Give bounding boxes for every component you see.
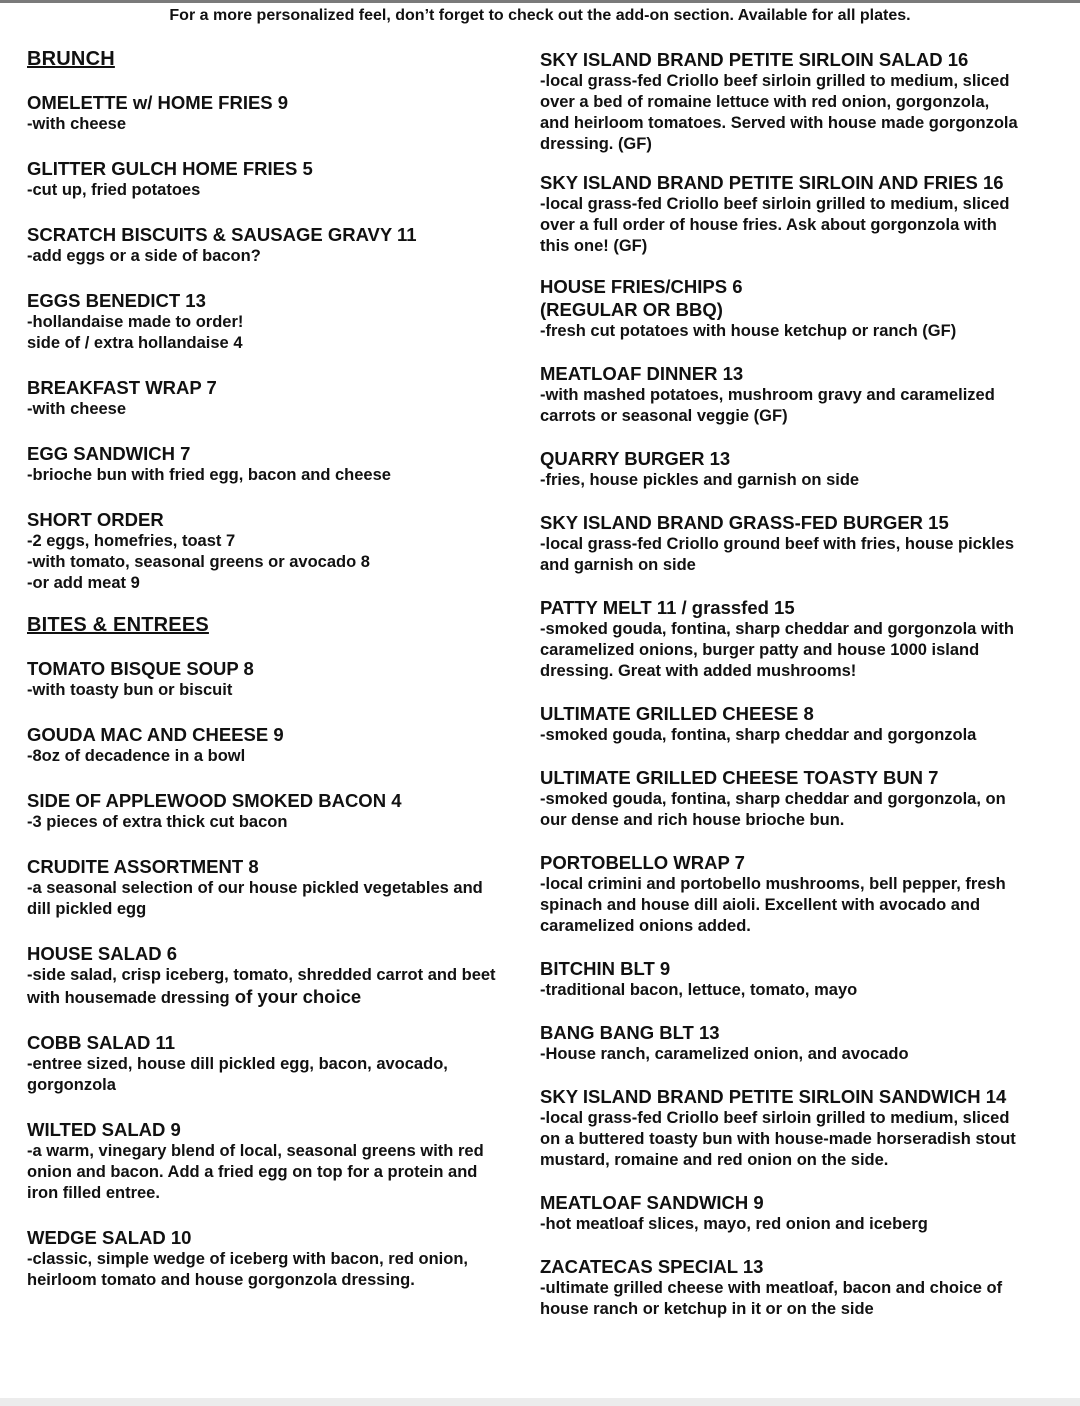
item-description: caramelized onions, burger patty and house 1000 island: [540, 641, 980, 659]
item-description: -local crimini and portobello mushrooms, bell pepper, fresh: [540, 875, 1006, 893]
item-description: -local grass-fed Criollo beef sirloin grilled to medium, sliced: [540, 1109, 1010, 1127]
item-title: PORTOBELLO WRAP 7: [540, 852, 745, 873]
item-description: -entree sized, house dill pickled egg, bacon, avocado,: [27, 1055, 448, 1073]
item-title: MEATLOAF DINNER 13: [540, 363, 744, 384]
item-title: TOMATO BISQUE SOUP 8: [27, 658, 254, 679]
item-title: WEDGE SALAD 10: [27, 1227, 192, 1248]
item-description: -fries, house pickles and garnish on side: [540, 471, 860, 489]
item-description: -hollandaise made to order!: [27, 313, 244, 331]
item-title: WILTED SALAD 9: [27, 1119, 181, 1140]
item-description: over a bed of romaine lettuce with red onion, gorgonzola,: [540, 93, 990, 111]
item-description: house ranch or ketchup in it or on the side: [540, 1300, 874, 1318]
item-title: SIDE OF APPLEWOOD SMOKED BACON 4: [27, 790, 402, 811]
menu-item-grilled-cheese: [540, 702, 1065, 746]
item-description: -8oz of decadence in a bowl: [27, 747, 246, 765]
item-description: carrots or seasonal veggie (GF): [540, 407, 788, 425]
item-description: -with tomato, seasonal greens or avocado 8: [27, 553, 370, 571]
item-description: [27, 986, 532, 1009]
item-description: spinach and house dill aioli. Excellent with avocado and: [540, 896, 981, 914]
item-description: onion and bacon. Add a fried egg on top for a protein and: [27, 1163, 478, 1181]
item-title: OMELETTE w/ HOME FRIES 9: [27, 92, 289, 113]
item-description: dressing. (GF): [540, 135, 652, 153]
item-description: -add eggs or a side of bacon?: [27, 247, 261, 265]
item-description: -local grass-fed Criollo beef sirloin grilled to medium, sliced: [540, 195, 1010, 213]
item-title: MEATLOAF SANDWICH 9: [540, 1192, 764, 1213]
left-column: [27, 46, 532, 1291]
item-title: EGG SANDWICH 7: [27, 443, 191, 464]
item-title: EGGS BENEDICT 13: [27, 290, 206, 311]
addon-banner: For a more personalized feel, don’t forget to check out the add-on section. Available for all plates.: [169, 7, 911, 24]
menu-item-side-bacon: [27, 789, 532, 833]
item-title: COBB SALAD 11: [27, 1032, 176, 1053]
item-description: iron filled entree.: [27, 1184, 160, 1202]
menu-item-crudite: [27, 855, 532, 920]
item-description-part: of your choice: [229, 986, 362, 1007]
item-title: SCRATCH BISCUITS & SAUSAGE GRAVY 11: [27, 224, 417, 245]
item-description: -local grass-fed Criollo ground beef with fries, house pickles: [540, 535, 1015, 553]
item-description: -local grass-fed Criollo beef sirloin grilled to medium, sliced: [540, 72, 1010, 90]
menu-item-house-salad: [27, 942, 532, 1009]
menu-item-cobb-salad: [27, 1031, 532, 1096]
menu-item-wilted-salad: [27, 1118, 532, 1204]
item-description: -3 pieces of extra thick cut bacon: [27, 813, 288, 831]
menu-item-sirloin-salad: [540, 48, 1065, 155]
item-description: -ultimate grilled cheese with meatloaf, bacon and choice of: [540, 1279, 1003, 1297]
item-description: -traditional bacon, lettuce, tomato, mayo: [540, 981, 858, 999]
item-description: -a seasonal selection of our house pickled vegetables and: [27, 879, 483, 897]
menu-item-omelette: [27, 91, 532, 135]
item-description: -with toasty bun or biscuit: [27, 681, 233, 699]
item-description: -with mashed potatoes, mushroom gravy and caramelized: [540, 386, 995, 404]
menu-item-tomato-bisque: [27, 657, 532, 701]
item-description: -House ranch, caramelized onion, and avocado: [540, 1045, 909, 1063]
item-title: HOUSE SALAD 6: [27, 943, 178, 964]
item-title: GLITTER GULCH HOME FRIES 5: [27, 158, 313, 179]
menu-item-meatloaf-sandwich: [540, 1191, 1065, 1235]
item-description: mustard, romaine and red onion on the side.: [540, 1151, 889, 1169]
menu-item-grilled-cheese-toasty-bun: [540, 766, 1065, 831]
item-description: -classic, simple wedge of iceberg with bacon, red onion,: [27, 1250, 469, 1268]
section-heading-brunch: BRUNCH: [27, 48, 115, 70]
menu-item-bitchin-blt: [540, 957, 1065, 1001]
item-title: SKY ISLAND BRAND PETITE SIRLOIN AND FRIES 16: [540, 172, 1004, 193]
menu-item-breakfast-wrap: [27, 376, 532, 420]
item-description: -smoked gouda, fontina, sharp cheddar and gorgonzola: [540, 726, 977, 744]
item-description: dill pickled egg: [27, 900, 147, 918]
item-description: -or add meat 9: [27, 574, 140, 592]
item-title: HOUSE FRIES/CHIPS 6: [540, 276, 743, 297]
menu-item-patty-melt: [540, 596, 1065, 682]
menu-item-zacatecas-special: [540, 1255, 1065, 1320]
item-description: on a buttered toasty bun with house-made horseradish stout: [540, 1130, 1016, 1148]
menu-item-fries-chips: [540, 275, 1065, 342]
item-description: -2 eggs, homefries, toast 7: [27, 532, 236, 550]
item-description: and garnish on side: [540, 556, 696, 574]
item-description: heirloom tomato and house gorgonzola dressing.: [27, 1271, 415, 1289]
item-title: SHORT ORDER: [27, 509, 164, 530]
section-heading-bites-entrees: BITES & ENTREES: [27, 614, 209, 636]
item-description: side of / extra hollandaise 4: [27, 334, 243, 352]
top-border: [0, 0, 1080, 3]
item-title: SKY ISLAND BRAND GRASS-FED BURGER 15: [540, 512, 949, 533]
menu-item-home-fries: [27, 157, 532, 201]
item-title: ULTIMATE GRILLED CHEESE TOASTY BUN 7: [540, 767, 939, 788]
item-description: over a full order of house fries. Ask about gorgonzola with: [540, 216, 997, 234]
item-description: and heirloom tomatoes. Served with house made gorgonzola: [540, 114, 1018, 132]
item-description: -smoked gouda, fontina, sharp cheddar and gorgonzola, on: [540, 790, 1006, 808]
item-description: -brioche bun with fried egg, bacon and cheese: [27, 466, 391, 484]
menu-item-quarry-burger: [540, 447, 1065, 491]
item-description: -fresh cut potatoes with house ketchup or ranch (GF): [540, 322, 957, 340]
item-description: gorgonzola: [27, 1076, 116, 1094]
item-title: PATTY MELT 11 / grassfed 15: [540, 597, 795, 618]
item-description-part: with housemade dressing: [27, 989, 230, 1007]
bottom-border: [0, 1398, 1080, 1406]
item-title: BANG BANG BLT 13: [540, 1022, 720, 1043]
item-description: dressing. Great with added mushrooms!: [540, 662, 857, 680]
item-title: ZACATECAS SPECIAL 13: [540, 1256, 764, 1277]
item-title: BITCHIN BLT 9: [540, 958, 671, 979]
item-title-sub: (REGULAR OR BBQ): [540, 299, 723, 320]
item-description: -cut up, fried potatoes: [27, 181, 201, 199]
menu-item-eggs-benedict: [27, 289, 532, 354]
item-description: -side salad, crisp iceberg, tomato, shredded carrot and beet: [27, 966, 496, 984]
item-title: ULTIMATE GRILLED CHEESE 8: [540, 703, 814, 724]
item-title: BREAKFAST WRAP 7: [27, 377, 217, 398]
menu-item-egg-sandwich: [27, 442, 532, 486]
right-column: [540, 46, 1065, 1320]
item-description: -with cheese: [27, 400, 127, 418]
menu-item-meatloaf-dinner: [540, 362, 1065, 427]
menu-item-mac-and-cheese: [27, 723, 532, 767]
menu-item-biscuits: [27, 223, 532, 267]
menu-item-portobello-wrap: [540, 851, 1065, 937]
item-title: QUARRY BURGER 13: [540, 448, 731, 469]
item-title: CRUDITE ASSORTMENT 8: [27, 856, 259, 877]
menu-item-short-order: [27, 508, 532, 594]
menu-item-bang-bang-blt: [540, 1021, 1065, 1065]
menu-item-sirloin-sandwich: [540, 1085, 1065, 1171]
item-title: SKY ISLAND BRAND PETITE SIRLOIN SALAD 16: [540, 49, 969, 70]
menu-item-wedge-salad: [27, 1226, 532, 1291]
item-description: our dense and rich house brioche bun.: [540, 811, 845, 829]
item-description: caramelized onions added.: [540, 917, 751, 935]
item-title: SKY ISLAND BRAND PETITE SIRLOIN SANDWICH 14: [540, 1086, 1007, 1107]
item-description: -a warm, vinegary blend of local, seasonal greens with red: [27, 1142, 484, 1160]
menu-item-grassfed-burger: [540, 511, 1065, 576]
item-description: -hot meatloaf slices, mayo, red onion and iceberg: [540, 1215, 928, 1233]
menu-item-sirloin-fries: [540, 171, 1065, 257]
item-description: -with cheese: [27, 115, 127, 133]
item-description: -smoked gouda, fontina, sharp cheddar and gorgonzola with: [540, 620, 1014, 638]
item-title: GOUDA MAC AND CHEESE 9: [27, 724, 284, 745]
item-description: this one! (GF): [540, 237, 648, 255]
